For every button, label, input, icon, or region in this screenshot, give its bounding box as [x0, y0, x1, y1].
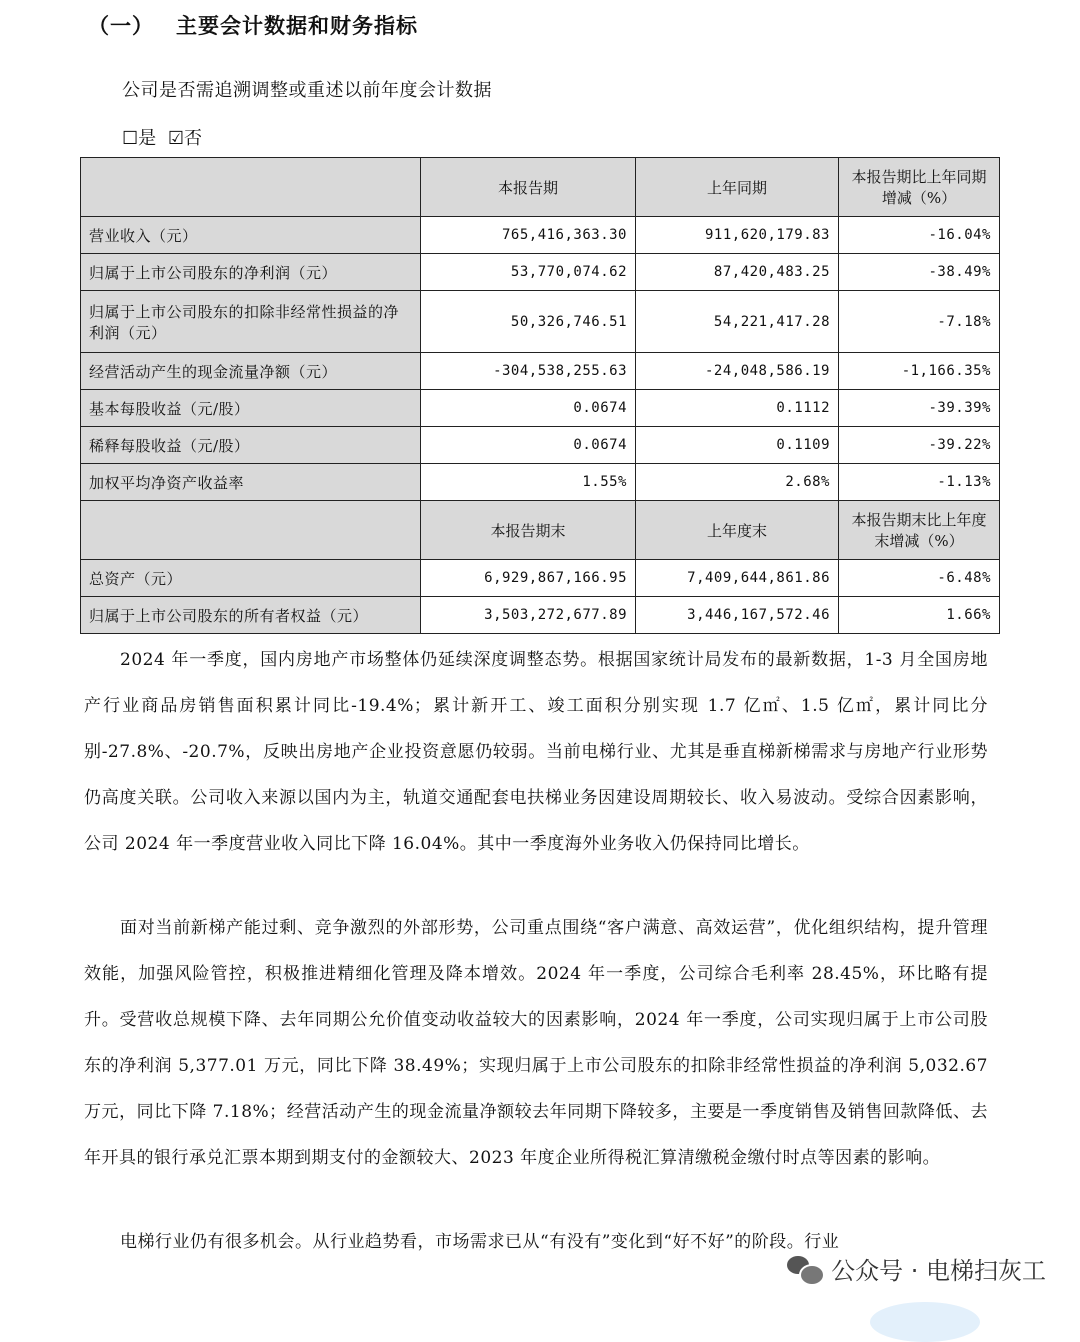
- row-label: 总资产（元）: [81, 560, 421, 597]
- table-subheader-row: [81, 501, 1000, 560]
- change-value: -7.18%: [839, 291, 1000, 353]
- watermark-text: 公众号 · 电梯扫灰工: [831, 1257, 1046, 1285]
- wechat-icon: [787, 1254, 823, 1284]
- current-value: 765,416,363.30: [421, 217, 636, 254]
- table-row: [81, 560, 1000, 597]
- prior-value: 2.68%: [636, 464, 839, 501]
- prior-value: 7,409,644,861.86: [636, 560, 839, 597]
- table-row: [81, 464, 1000, 501]
- section-title: [88, 10, 418, 40]
- header-period-end-change: 本报告期末比上年度末增减（%）: [839, 501, 1000, 560]
- current-value: 53,770,074.62: [421, 254, 636, 291]
- financial-indicators-table: [80, 157, 1000, 634]
- restatement-question: 公司是否需追溯调整或重述以前年度会计数据: [122, 80, 492, 101]
- current-value: 1.55%: [421, 464, 636, 501]
- current-value: 6,929,867,166.95: [421, 560, 636, 597]
- prior-value: 0.1109: [636, 427, 839, 464]
- restatement-options: [122, 124, 208, 150]
- section-number: （一）: [88, 14, 154, 38]
- row-label: 稀释每股收益（元/股）: [81, 427, 421, 464]
- header-prior-period: 上年同期: [636, 158, 839, 217]
- header-prior-year-end: 上年度末: [636, 501, 839, 560]
- row-label: 营业收入（元）: [81, 217, 421, 254]
- current-value: 50,326,746.51: [421, 291, 636, 353]
- change-value: -1,166.35%: [839, 353, 1000, 390]
- subheader-blank-cell: [81, 501, 421, 560]
- current-value: 0.0674: [421, 427, 636, 464]
- current-value: 3,503,272,677.89: [421, 597, 636, 634]
- no-label: 否: [184, 128, 203, 149]
- table-row: [81, 427, 1000, 464]
- current-value: -304,538,255.63: [421, 353, 636, 390]
- table-row: [81, 353, 1000, 390]
- prior-value: -24,048,586.19: [636, 353, 839, 390]
- table-row: [81, 217, 1000, 254]
- header-current-period: 本报告期: [421, 158, 636, 217]
- watermark: [787, 1251, 1046, 1286]
- table-row: [81, 597, 1000, 634]
- table-header-row: [81, 158, 1000, 217]
- header-period-end: 本报告期末: [421, 501, 636, 560]
- change-value: -16.04%: [839, 217, 1000, 254]
- change-value: -6.48%: [839, 560, 1000, 597]
- change-value: -39.39%: [839, 390, 1000, 427]
- table-row: [81, 390, 1000, 427]
- row-label: 归属于上市公司股东的所有者权益（元）: [81, 597, 421, 634]
- prior-value: 3,446,167,572.46: [636, 597, 839, 634]
- prior-value: 54,221,417.28: [636, 291, 839, 353]
- paragraph-market-overview: 2024 年一季度，国内房地产市场整体仍延续深度调整态势。根据国家统计局发布的最新数据，1-3 月全国房地产行业商品房销售面积累计同比-19.4%；累计新开工、竣工面积分别实现 1.7 亿㎡、1.5 亿㎡，累计同比分别-27.8%、-20.7%，反映出房地产企业投资意愿仍较弱。当前电梯行业、尤其是垂直梯新梯需求与房地产行业形势仍高度关联。公司收入来源以国内为主，轨道交通配套电扶梯业务因建设周期较长、收入易波动。受综合因素影响，公司 2024 年一季度营业收入同比下降 16.04%。其中一季度海外业务收入仍保持同比增长。: [84, 650, 988, 854]
- row-label: 基本每股收益（元/股）: [81, 390, 421, 427]
- prior-value: 0.1112: [636, 390, 839, 427]
- change-value: -39.22%: [839, 427, 1000, 464]
- header-blank-cell: [81, 158, 421, 217]
- prior-value: 87,420,483.25: [636, 254, 839, 291]
- row-label: 经营活动产生的现金流量净额（元）: [81, 353, 421, 390]
- yes-label: 是: [138, 128, 157, 149]
- paragraph-operations: 面对当前新梯产能过剩、竞争激烈的外部形势，公司重点围绕“客户满意、高效运营”，优化组织结构，提升管理效能，加强风险管控，积极推进精细化管理及降本增效。2024 年一季度，公司综合毛利率 28.45%，环比略有提升。受营收总规模下降、去年同期公允价值变动收益较大的因素影响，2024 年一季度，公司实现归属于上市公司股东的净利润 5,377.01 万元，同比下降 38.49%；实现归属于上市公司股东的扣除非经常性损益的净利润 5,032.67 万元，同比下降 7.18%；经营活动产生的现金流量净额较去年同期下降较多，主要是一季度销售及销售回款降低、去年开具的银行承兑汇票本期到期支付的金额较大、2023 年度企业所得税汇算清缴税金缴付时点等因素的影响。: [84, 918, 988, 1168]
- section-heading: 主要会计数据和财务指标: [176, 14, 418, 38]
- table-row: [81, 254, 1000, 291]
- row-label: 归属于上市公司股东的扣除非经常性损益的净利润（元）: [81, 291, 421, 353]
- decorative-blob: [870, 1302, 980, 1342]
- change-value: 1.66%: [839, 597, 1000, 634]
- row-label: 加权平均净资产收益率: [81, 464, 421, 501]
- yes-checkbox[interactable]: ☐: [122, 128, 139, 149]
- row-label: 归属于上市公司股东的净利润（元）: [81, 254, 421, 291]
- current-value: 0.0674: [421, 390, 636, 427]
- change-value: -1.13%: [839, 464, 1000, 501]
- prior-value: 911,620,179.83: [636, 217, 839, 254]
- header-change: 本报告期比上年同期增减（%）: [839, 158, 1000, 217]
- no-checkbox[interactable]: ☑: [167, 128, 185, 149]
- paragraph-industry-outlook: 电梯行业仍有很多机会。从行业趋势看，市场需求已从“有没有”变化到“好不好”的阶段。行业: [120, 1232, 840, 1252]
- table-row: [81, 291, 1000, 353]
- change-value: -38.49%: [839, 254, 1000, 291]
